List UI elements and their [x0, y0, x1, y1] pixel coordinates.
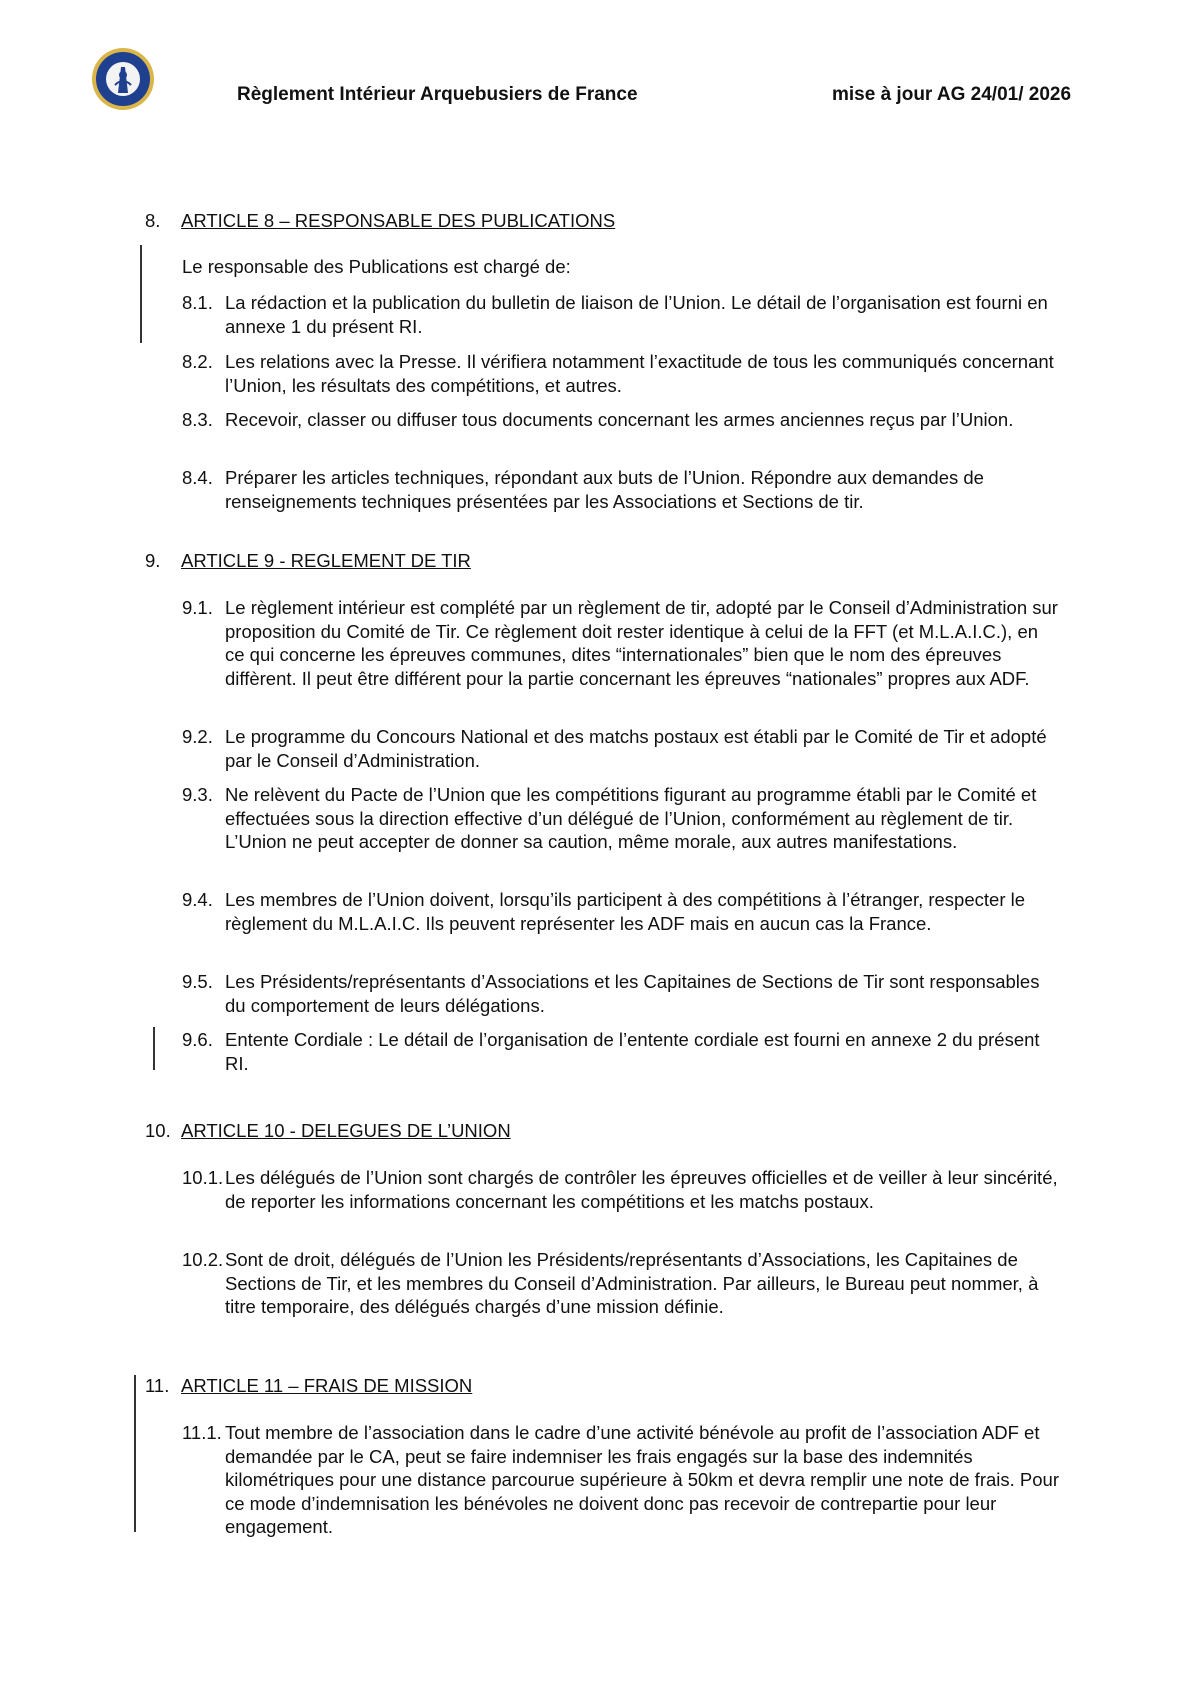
revision-bar [140, 245, 142, 343]
clause-text: La rédaction et la publication du bulletin de liaison de l’Union. Le détail de l’organisation est fourni en annexe 1 du présent RI. [225, 292, 1048, 337]
article-clause [182, 1028, 1062, 1075]
revision-bar [153, 1027, 155, 1070]
article-clause [182, 408, 1062, 432]
article-clause [182, 1421, 1062, 1539]
clause-number: 8.3. [182, 409, 213, 430]
article-title: ARTICLE 8 – RESPONSABLE DES PUBLICATIONS [181, 210, 616, 231]
clause-number: 9.2. [182, 726, 213, 747]
revision-bar [134, 1375, 136, 1532]
article-number: 10. [145, 1120, 171, 1141]
clause-number: 8.1. [182, 292, 213, 313]
article-number: 9. [145, 550, 161, 571]
clause-text: Ne relèvent du Pacte de l’Union que les compétitions figurant au programme établi par le Comité et effectuées sous la direction effective d’un délégué de l’Union, conformément au règlement de tir. L’Union ne peut accepter de donner sa caution, même morale, aux autres manifestations. [225, 784, 1037, 852]
clause-number: 11.1. [182, 1422, 222, 1443]
article-clause [182, 596, 1062, 690]
clause-number: 9.1. [182, 597, 213, 618]
document-title: Règlement Intérieur Arquebusiers de France [237, 84, 638, 105]
article-heading [145, 210, 615, 232]
article-clause [182, 1166, 1062, 1213]
association-logo [91, 47, 155, 111]
clause-text: Tout membre de l’association dans le cadre d’une activité bénévole au profit de l’association ADF et demandée par le CA, peut se faire indemniser les frais engagés sur la base des indemnités kilométriques pour une distance parcourue supérieure à 50km et devra remplir une note de frais. Pour ce mode d’indemnisation les bénévoles ne doivent donc pas recevoir de contrepartie pour leur engagement. [225, 1422, 1059, 1537]
update-date: mise à jour AG 24/01/ 2026 [832, 84, 1072, 105]
article-clause [182, 291, 1062, 338]
article-heading [145, 1120, 511, 1142]
clause-text: Les membres de l’Union doivent, lorsqu’ils participent à des compétitions à l’étranger, respecter le règlement du M.L.A.I.C. Ils peuvent représenter les ADF mais en aucun cas la France. [225, 889, 1026, 934]
clause-number: 9.6. [182, 1029, 213, 1050]
article-number: 8. [145, 210, 161, 231]
clause-number: 9.5. [182, 971, 213, 992]
clause-number: 8.4. [182, 467, 213, 488]
clause-text: Le programme du Concours National et des matchs postaux est établi par le Comité de Tir et adopté par le Conseil d’Administration. [225, 726, 1047, 771]
clause-text: Les relations avec la Presse. Il vérifiera notamment l’exactitude de tous les communiqués concernant l’Union, les résultats des compétitions, et autres. [225, 351, 1054, 396]
clause-number: 9.3. [182, 784, 213, 805]
article-clause [182, 725, 1062, 772]
clause-text: Entente Cordiale : Le détail de l’organisation de l’entente cordiale est fourni en annexe 2 du présent RI. [225, 1029, 1040, 1074]
clause-text: Sont de droit, délégués de l’Union les Présidents/représentants d’Associations, les Capitaines de Sections de Tir, et les membres du Conseil d’Administration. Par ailleurs, le Bureau peut nommer, à titre temporaire, des délégués chargés d’une mission définie. [225, 1249, 1039, 1317]
article-clause [182, 466, 1062, 513]
clause-number: 8.2. [182, 351, 213, 372]
clause-number: 10.2. [182, 1249, 224, 1270]
article-clause [182, 888, 1062, 935]
article-clause [182, 1248, 1062, 1319]
clause-text: Les délégués de l’Union sont chargés de contrôler les épreuves officielles et de veiller à leur sincérité, de reporter les informations concernant les compétitions et les matchs postaux. [225, 1167, 1058, 1212]
clause-text: Les Présidents/représentants d’Associations et les Capitaines de Sections de Tir sont responsables du comportement de leurs délégations. [225, 971, 1040, 1016]
clause-text: Le règlement intérieur est complété par un règlement de tir, adopté par le Conseil d’Administration sur proposition du Comité de Tir. Ce règlement doit rester identique à celui de la FFT (et M.L.A.I.C.), en ce qui concerne les épreuves communes, dites “internationales” bien que le nom des épreuves diffèrent. Il peut être différent pour la partie concernant les épreuves “nationales” propres aux ADF. [225, 597, 1058, 689]
article-heading [145, 1375, 472, 1397]
article-clause [182, 783, 1062, 854]
article-heading [145, 550, 471, 572]
clause-text: Recevoir, classer ou diffuser tous documents concernant les armes anciennes reçus par l’Union. [225, 409, 1014, 430]
article-title: ARTICLE 10 - DELEGUES DE L’UNION [181, 1120, 511, 1141]
clause-number: 10.1. [182, 1167, 224, 1188]
article-title: ARTICLE 11 – FRAIS DE MISSION [181, 1375, 473, 1396]
article-title: ARTICLE 9 - REGLEMENT DE TIR [181, 550, 471, 571]
article-clause [182, 970, 1062, 1017]
clause-text: Préparer les articles techniques, répondant aux buts de l’Union. Répondre aux demandes de renseignements techniques présentées par les Associations et Sections de tir. [225, 467, 984, 512]
clause-number: 9.4. [182, 889, 213, 910]
article-intro: Le responsable des Publications est chargé de: [182, 256, 571, 277]
article-clause [182, 350, 1062, 397]
article-number: 11. [145, 1375, 170, 1396]
